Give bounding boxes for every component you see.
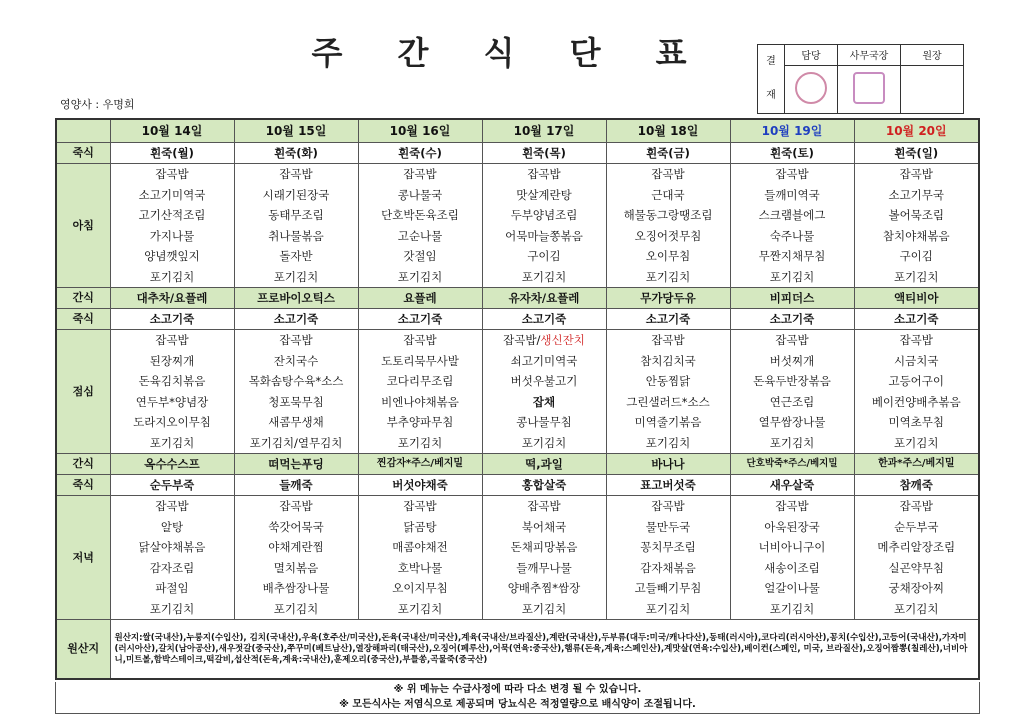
seal-stamp xyxy=(795,72,827,104)
dish-item: 비엔나야채볶음 xyxy=(381,394,459,409)
row-label: 죽식 xyxy=(56,143,110,164)
dish-item: 가지나물 xyxy=(149,228,195,243)
dish-item: 오징어젓무침 xyxy=(634,228,702,243)
dish-item: 단호박돈육조림 xyxy=(381,208,459,222)
dish-item: 시금치국 xyxy=(894,353,939,368)
dish-item: 버섯우불고기 xyxy=(510,374,578,388)
dish-item: 잡곡밥 xyxy=(899,167,933,181)
menu-cell: 참깨죽 xyxy=(854,475,979,496)
dish-item: 고들빼기무침 xyxy=(634,581,702,595)
dish-item: 돈육김치볶음 xyxy=(138,374,206,388)
row-label: 점심 xyxy=(56,330,110,454)
note-line: ※ 모든식사는 저염식으로 제공되며 당뇨식은 적정열량으로 배식양이 조절됩니다. xyxy=(339,699,696,710)
dish-item: 포기김치 xyxy=(769,269,815,284)
approval-box xyxy=(757,44,964,114)
menu-cell: 요플레 xyxy=(358,288,482,309)
dish-item: 오이무침 xyxy=(645,249,691,263)
dish-item: 새송이조림 xyxy=(764,560,820,575)
menu-cell: 흰죽(금) xyxy=(606,143,730,164)
dish-item: 포기김치 xyxy=(769,601,815,616)
menu-cell: 소고기죽 xyxy=(730,309,854,330)
menu-cell: 유자차/요플레 xyxy=(482,288,606,309)
dish-item: 소고기미역국 xyxy=(138,187,206,202)
row-label: 간식 xyxy=(56,288,110,309)
dish-item: 포기김치 xyxy=(273,601,319,616)
dish-item: 청포묵무침 xyxy=(268,394,324,409)
menu-cell: 액티비아 xyxy=(854,288,979,309)
dish-item: 돈채피망볶음 xyxy=(510,540,578,554)
dish-item: 어묵마늘쫑볶음 xyxy=(505,228,583,243)
dish-item: 잡곡밥 xyxy=(775,333,809,347)
corner-cell xyxy=(56,119,110,143)
menu-day-cell xyxy=(358,164,482,288)
dish-item: 콩나물무침 xyxy=(516,415,572,429)
dish-item: 콩나물국 xyxy=(397,187,443,202)
menu-cell: 소고기죽 xyxy=(234,309,358,330)
menu-day-cell xyxy=(358,330,482,454)
dish-item: 들깨미역국 xyxy=(764,187,820,202)
dish-item: 잔치국수 xyxy=(273,353,319,368)
menu-day-cell xyxy=(606,330,730,454)
menu-cell: 소고기죽 xyxy=(358,309,482,330)
menu-cell: 표고버섯죽 xyxy=(606,475,730,496)
dish-item: 포기김치 xyxy=(645,601,691,616)
dish-item: 볼어묵조림 xyxy=(888,208,945,222)
menu-cell: 흰죽(목) xyxy=(482,143,606,164)
dish-item: 포기김치 xyxy=(645,435,691,450)
dish-item: 포기김치 xyxy=(894,601,939,616)
dish-item: 돌자반 xyxy=(279,249,313,263)
menu-cell: 홍합살죽 xyxy=(482,475,606,496)
menu-day-cell xyxy=(110,496,234,620)
menu-cell: 소고기죽 xyxy=(854,309,979,330)
weekly-menu-table xyxy=(55,118,980,680)
menu-day-cell xyxy=(482,496,606,620)
dish-item: 알탕 xyxy=(160,519,184,534)
dish-item: 잡곡밥 xyxy=(155,333,189,347)
dish-item: 갓절임 xyxy=(403,249,437,263)
date-header-row xyxy=(56,119,979,143)
dish-item: 매콤야채전 xyxy=(392,540,448,554)
menu-cell: 새우살죽 xyxy=(730,475,854,496)
menu-cell: 흰죽(월) xyxy=(110,143,234,164)
dish-item: 닭곰탕 xyxy=(403,519,437,534)
dish-item: 된장찌개 xyxy=(149,353,195,368)
dish-item: 아욱된장국 xyxy=(764,519,820,534)
dish-item: 잡곡밥 xyxy=(155,167,189,181)
row-label: 간식 xyxy=(56,454,110,475)
origin-row xyxy=(56,620,979,680)
menu-cell: 들깨죽 xyxy=(234,475,358,496)
page-title: 주 간 식 단 표 xyxy=(311,34,709,72)
dish-item: 잡곡밥 xyxy=(775,499,809,513)
dish-item: 잡곡밥 xyxy=(279,167,313,181)
menu-cell: 버섯야채죽 xyxy=(358,475,482,496)
approval-sign-director xyxy=(901,65,964,113)
menu-day-cell xyxy=(606,496,730,620)
date-header: 10월 18일 xyxy=(606,119,730,143)
dish-item: 포기김치 xyxy=(149,269,195,284)
menu-day-cell xyxy=(110,330,234,454)
menu-day-cell xyxy=(730,164,854,288)
approval-label-bottom: 재 xyxy=(766,90,776,101)
dish-item: 멸치볶음 xyxy=(273,560,319,575)
dish-item: 감자조림 xyxy=(149,560,195,575)
dish-item: 잡곡밥 xyxy=(775,167,809,181)
menu-cell: 소고기죽 xyxy=(110,309,234,330)
dish-item: 순두부국 xyxy=(894,519,939,534)
dish-item: 안동찜닭 xyxy=(645,374,691,388)
row-label: 죽식 xyxy=(56,309,110,330)
menu-cell: 한과*주스/베지밀 xyxy=(854,454,979,475)
dish-item: 물만두국 xyxy=(645,519,691,534)
breakfast-juk-row xyxy=(56,143,979,164)
menu-day-cell xyxy=(854,496,979,620)
dish-item: 잡곡밥 xyxy=(403,333,437,347)
seal-stamp xyxy=(853,72,885,104)
approval-sign-staff xyxy=(785,65,838,113)
dish-item: 목화솜탕수육*소스 xyxy=(248,374,344,388)
menu-day-cell xyxy=(234,330,358,454)
breakfast-row xyxy=(56,164,979,288)
dish-item: 얼갈이나물 xyxy=(764,581,820,595)
menu-cell: 순두부죽 xyxy=(110,475,234,496)
dish-item: 포기김치 xyxy=(273,269,319,284)
dish-item: 스크램블에그 xyxy=(758,208,826,222)
approval-role-director: 원장 xyxy=(901,45,964,66)
dish-item: 포기김치 xyxy=(397,601,443,616)
dish-item: 잡곡밥 xyxy=(527,499,561,513)
dish-item: 야채계란찜 xyxy=(268,540,324,554)
dish-item: 양배추찜*쌈장 xyxy=(507,581,581,595)
dish-item: 들깨무나물 xyxy=(516,560,572,575)
approval-label xyxy=(758,45,785,114)
nutritionist-label: 영양사 : 우명희 xyxy=(60,98,135,111)
dish-item: 포기김치 xyxy=(894,435,939,450)
dish-item: 해물동그랑땡조림 xyxy=(623,208,713,222)
dish-item: 포기김치 xyxy=(769,435,815,450)
menu-day-cell xyxy=(854,330,979,454)
dish-item: 열무쌈장나물 xyxy=(758,415,826,429)
dish-item xyxy=(483,330,606,351)
menu-cell: 흰죽(수) xyxy=(358,143,482,164)
menu-day-cell xyxy=(234,496,358,620)
dish-item: 고등어구이 xyxy=(888,374,945,388)
dish-item: 잡곡밥 xyxy=(279,499,313,513)
dish-item: 포기김치 xyxy=(397,435,443,450)
menu-cell: 떠먹는푸딩 xyxy=(234,454,358,475)
row-label: 아침 xyxy=(56,164,110,288)
menu-cell: 무가당두유 xyxy=(606,288,730,309)
menu-cell: 비피더스 xyxy=(730,288,854,309)
menu-day-cell xyxy=(234,164,358,288)
dish-item: 숙주나물 xyxy=(769,228,815,243)
dish-item: 참치야채볶음 xyxy=(882,228,950,243)
dish-item: 잡곡밥 xyxy=(279,333,313,347)
dish-item: 포기김치/열무김치 xyxy=(249,435,343,450)
dish-item: 도토리묵무사발 xyxy=(381,353,459,368)
origin-info: 원산지:쌀(국내산),누룽지(수입산), 김치(국내산),우육(호주산/미국산),돈육(국내산/미국산),계육(국내산/브라질산),계란(국내산),두부류(대두:미국/캐나다산),동태(러시아),코다리(러시아산),꽁치(수입산),고등어(국내산),가자미(러시아산),갈치(남아공산),새우젓갈(중국산),쭈꾸미(베트남산),열장해파리(태국산),오징어(페루산),어묵(연육:중국산),햄류(돈육,계육:스페인산),계맛살(연육:수입산),베이컨(스페인, 미국, 브라질산),오징어짬뽕(칠레산),너비아니,미트볼,함박스테이크,떡갈비,섭산적(돈육,계육:국내산),훈제오리(중국산),부틀쏭,곡물죽(중국산) xyxy=(110,620,979,680)
dish-item: 실곤약무침 xyxy=(888,560,945,575)
menu-cell: 소고기죽 xyxy=(482,309,606,330)
dish-item: 시래기된장국 xyxy=(262,187,330,202)
dish-item: 근대국 xyxy=(651,187,685,202)
snack-row-morning xyxy=(56,288,979,309)
menu-day-cell xyxy=(482,164,606,288)
dish-item: 동태무조림 xyxy=(268,208,324,222)
menu-cell: 떡,과일 xyxy=(482,454,606,475)
dish-item: 너비아니구이 xyxy=(758,540,826,554)
menu-cell: 찐감자*주스/베지밀 xyxy=(358,454,482,475)
dish-item: 코다리무조림 xyxy=(386,374,454,388)
dish-item: 배추쌈장나물 xyxy=(262,581,330,595)
dish-item: 포기김치 xyxy=(397,269,443,284)
birthday-party-note: 생신잔치 xyxy=(540,333,585,347)
dish-item: 소고기무국 xyxy=(888,187,945,202)
dish-item: 취나물볶음 xyxy=(268,228,324,243)
dish-item: 돈육두반장볶음 xyxy=(753,374,831,388)
dish-item: 잡곡밥 xyxy=(403,499,437,513)
menu-cell: 프로바이오틱스 xyxy=(234,288,358,309)
dish-item: 잡채 xyxy=(532,394,556,409)
note-line: ※ 위 메뉴는 수급사정에 따라 다소 변경 될 수 있습니다. xyxy=(393,684,642,695)
date-header: 10월 15일 xyxy=(234,119,358,143)
dish-item: 감자채볶음 xyxy=(640,560,696,575)
dish-item: 포기김치 xyxy=(894,269,939,284)
dish-item: 파절임 xyxy=(155,581,189,595)
approval-role-manager: 사무국장 xyxy=(838,45,901,66)
menu-day-cell xyxy=(854,164,979,288)
menu-cell: 바나나 xyxy=(606,454,730,475)
dish-item: 꽁치무조림 xyxy=(640,540,696,554)
dish-item: 구이김 xyxy=(527,249,561,263)
dish-item: 오이지무침 xyxy=(392,581,448,595)
dish-item: 잡곡밥 xyxy=(527,167,561,181)
dish-item: 참치김치국 xyxy=(640,353,696,368)
dish-item: 쑥갓어묵국 xyxy=(268,519,324,534)
dish-item: 호박나물 xyxy=(397,560,443,575)
dish-item: 베이컨양배추볶음 xyxy=(871,394,961,409)
menu-day-cell xyxy=(482,330,606,454)
dish-item: 새콤무생채 xyxy=(268,415,324,429)
menu-cell: 흰죽(일) xyxy=(854,143,979,164)
dish-item: 포기김치 xyxy=(521,601,567,616)
lunch-juk-row xyxy=(56,309,979,330)
menu-cell: 단호박죽*주스/베지밀 xyxy=(730,454,854,475)
notes-box xyxy=(55,682,980,714)
dish-item: 포기김치 xyxy=(149,601,195,616)
dish-item: 그린샐러드*소스 xyxy=(626,394,710,409)
row-label: 저녁 xyxy=(56,496,110,620)
approval-label-top: 결 xyxy=(766,56,776,67)
dish-item: 포기김치 xyxy=(645,269,691,284)
approval-role-staff: 담당 xyxy=(785,45,838,66)
dish-item: 포기김치 xyxy=(521,435,567,450)
dish-text: 잡곡밥/ xyxy=(503,333,541,347)
dish-item: 양념깻잎지 xyxy=(144,249,200,263)
dish-item: 잡곡밥 xyxy=(403,167,437,181)
date-header: 10월 17일 xyxy=(482,119,606,143)
dish-item: 포기김치 xyxy=(521,269,567,284)
menu-day-cell xyxy=(730,496,854,620)
dish-item: 잡곡밥 xyxy=(899,333,933,347)
menu-day-cell xyxy=(110,164,234,288)
dish-item: 연두부*양념장 xyxy=(135,394,209,409)
dish-item: 도라지오이무침 xyxy=(133,415,211,429)
date-header: 10월 16일 xyxy=(358,119,482,143)
dish-item: 맛살계란탕 xyxy=(516,187,572,202)
menu-day-cell xyxy=(730,330,854,454)
dish-item: 부추양파무침 xyxy=(386,415,454,429)
dish-item: 고순나물 xyxy=(397,228,443,243)
dish-item: 미역초무침 xyxy=(888,415,945,429)
dish-item: 무짠지채무침 xyxy=(758,249,826,263)
date-header: 10월 14일 xyxy=(110,119,234,143)
row-label: 원산지 xyxy=(56,620,110,680)
menu-cell: 옥수수스프 xyxy=(110,454,234,475)
dish-item: 잡곡밥 xyxy=(651,499,685,513)
dish-item: 고기산적조림 xyxy=(138,208,206,222)
menu-day-cell xyxy=(358,496,482,620)
date-header-saturday: 10월 19일 xyxy=(730,119,854,143)
dish-item: 궁채장아찌 xyxy=(888,581,945,595)
snack-row-afternoon xyxy=(56,454,979,475)
dish-item: 닭살야채볶음 xyxy=(138,540,206,554)
dish-item: 잡곡밥 xyxy=(651,167,685,181)
dish-item: 연근조림 xyxy=(769,394,815,409)
dish-item: 구이김 xyxy=(899,249,933,263)
dish-item: 미역줄기볶음 xyxy=(634,415,702,429)
dish-item: 메추리알장조림 xyxy=(877,540,956,554)
lunch-row xyxy=(56,330,979,454)
menu-cell: 대추차/요플레 xyxy=(110,288,234,309)
dish-item: 잡곡밥 xyxy=(155,499,189,513)
menu-day-cell xyxy=(606,164,730,288)
dish-item: 잡곡밥 xyxy=(899,499,933,513)
dinner-juk-row xyxy=(56,475,979,496)
dish-item: 잡곡밥 xyxy=(651,333,685,347)
date-header-sunday: 10월 20일 xyxy=(854,119,979,143)
dish-item: 두부양념조림 xyxy=(510,208,578,222)
dish-item: 버섯찌개 xyxy=(769,353,815,368)
menu-cell: 흰죽(토) xyxy=(730,143,854,164)
dish-item: 북어채국 xyxy=(521,519,567,534)
menu-cell: 소고기죽 xyxy=(606,309,730,330)
dish-item: 쇠고기미역국 xyxy=(510,353,578,368)
dish-item: 포기김치 xyxy=(149,435,195,450)
dinner-row xyxy=(56,496,979,620)
approval-sign-manager xyxy=(838,65,901,113)
menu-cell: 흰죽(화) xyxy=(234,143,358,164)
row-label: 죽식 xyxy=(56,475,110,496)
